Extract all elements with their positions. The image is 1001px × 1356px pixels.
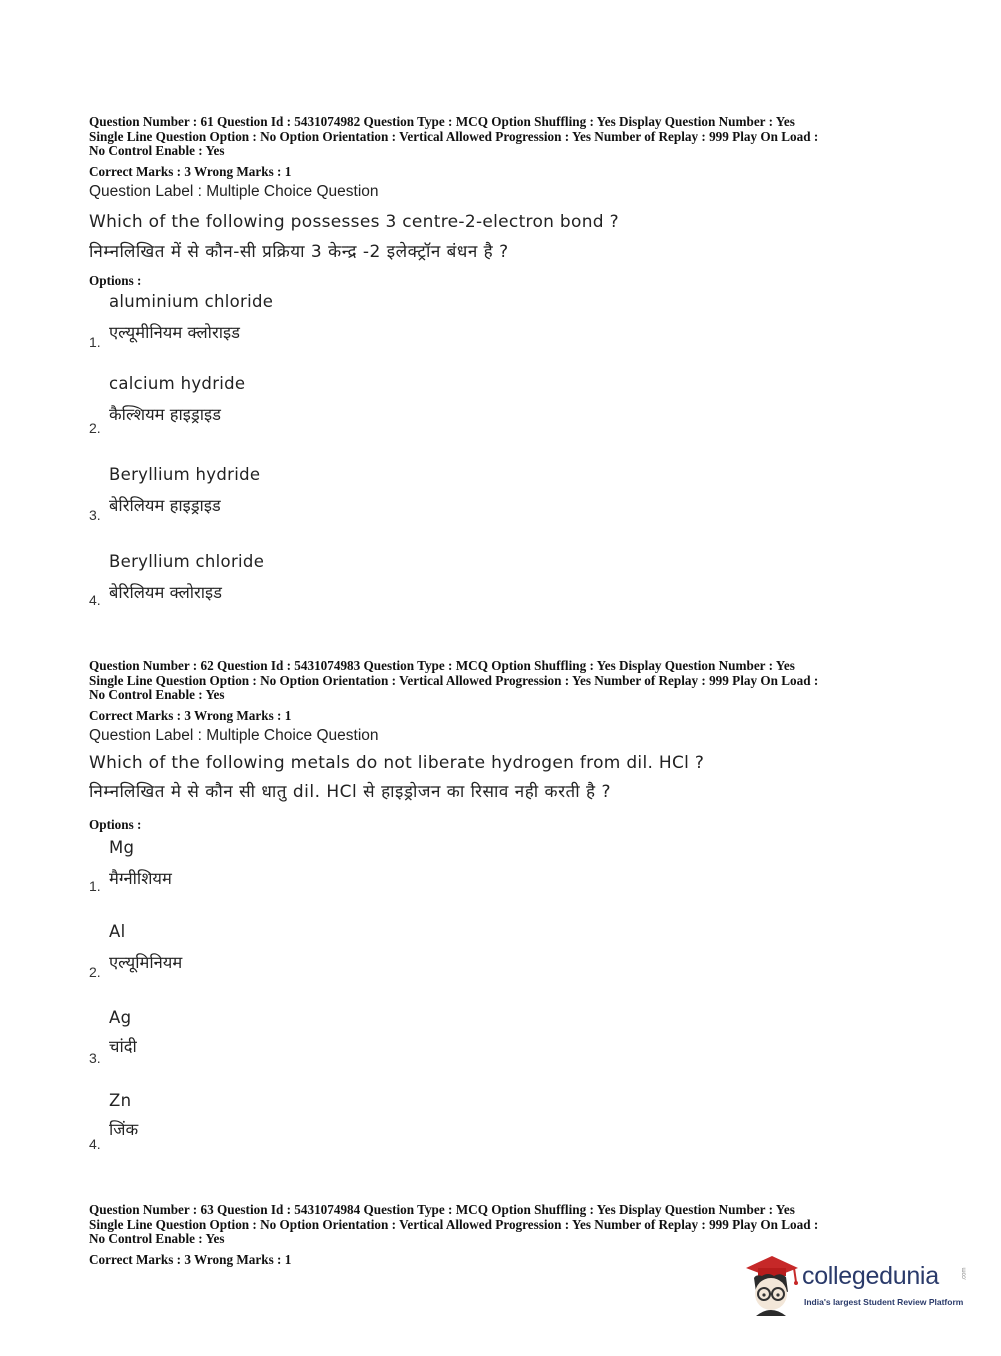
question-meta-line: No Control Enable : Yes [89, 687, 225, 702]
option-text-hindi: चांदी [109, 1037, 137, 1056]
logo-tagline: India's largest Student Review Platform [804, 1297, 964, 1307]
option-number: 4. [89, 1136, 101, 1152]
option-text-hindi: एल्यूमीनियम क्लोराइड [109, 323, 240, 342]
question-meta-line: Single Line Question Option : No Option Orientation : Vertical Allowed Progression : Yes Number of Replay : 999 Play On Load : [89, 672, 819, 688]
question-text-english: Which of the following possesses 3 centre-2-electron bond ? [89, 212, 619, 232]
option-number: 1. [89, 878, 101, 894]
option-text-english: Beryllium hydride [109, 465, 261, 484]
question-text-hindi: निम्नलिखित मे से कौन सी धातु dil. HCl से हाइड्रोजन का रिसाव नही करती है ? [89, 782, 611, 802]
question-label: Question Label : Multiple Choice Question [89, 182, 379, 200]
question-meta-line: Question Number : 61 Question Id : 5431074982 Question Type : MCQ Option Shuffling : Yes Display Question Number : Yes [89, 114, 795, 129]
question-meta-line: Single Line Question Option : No Option Orientation : Vertical Allowed Progression : Yes Number of Replay : 999 Play On Load : [89, 1216, 819, 1232]
collegedunia-logo[interactable] [742, 1252, 972, 1318]
question-marks: Correct Marks : 3 Wrong Marks : 1 [89, 707, 292, 723]
option-text-hindi: मैग्नीशियम [109, 869, 172, 888]
question-text-english: Which of the following metals do not liberate hydrogen from dil. HCl ? [89, 753, 705, 773]
question-label: Question Label : Multiple Choice Question [89, 726, 379, 744]
option-text-hindi: बेरिलियम हाइड्राइड [109, 496, 221, 515]
option-number: 2. [89, 964, 101, 980]
question-62 [89, 659, 919, 745]
option-text-english: Zn [109, 1091, 132, 1110]
question-marks: Correct Marks : 3 Wrong Marks : 1 [89, 1251, 292, 1267]
question-meta-line: No Control Enable : Yes [89, 1231, 225, 1246]
options-label: Options : [89, 273, 142, 288]
question-meta-line: Question Number : 62 Question Id : 5431074983 Question Type : MCQ Option Shuffling : Yes Display Question Number : Yes [89, 658, 795, 673]
question-meta-line: Single Line Question Option : No Option Orientation : Vertical Allowed Progression : Yes Number of Replay : 999 Play On Load : [89, 128, 819, 144]
option-number: 3. [89, 1050, 101, 1066]
options-label: Options : [89, 817, 142, 832]
option-number: 2. [89, 420, 101, 436]
option-number: 1. [89, 334, 101, 350]
question-61 [89, 115, 919, 201]
question-meta-line: No Control Enable : Yes [89, 143, 225, 158]
option-number: 3. [89, 507, 101, 523]
option-text-hindi: एल्यूमिनियम [109, 953, 183, 972]
option-text-english: aluminium chloride [109, 292, 274, 311]
question-meta-line: Question Number : 63 Question Id : 5431074984 Question Type : MCQ Option Shuffling : Yes Display Question Number : Yes [89, 1202, 795, 1217]
question-marks: Correct Marks : 3 Wrong Marks : 1 [89, 163, 292, 179]
option-text-english: Ag [109, 1008, 132, 1027]
option-text-hindi: बेरिलियम क्लोराइड [109, 583, 222, 602]
option-text-english: Beryllium chloride [109, 552, 265, 571]
option-text-english: calcium hydride [109, 374, 246, 393]
option-number: 4. [89, 592, 101, 608]
logo-domain-suffix: .com [961, 1267, 968, 1281]
option-text-hindi: कैल्शियम हाइड्राइड [109, 405, 221, 424]
option-text-english: Al [109, 922, 126, 941]
logo-wordmark: collegedunia [802, 1262, 939, 1290]
option-text-english: Mg [109, 838, 135, 857]
graduate-mascot-icon [742, 1252, 800, 1316]
question-text-hindi: निम्नलिखित में से कौन-सी प्रक्रिया 3 केन्द्र -2 इलेक्ट्रॉन बंधन है ? [89, 242, 509, 262]
option-text-hindi: जिंक [109, 1120, 139, 1139]
